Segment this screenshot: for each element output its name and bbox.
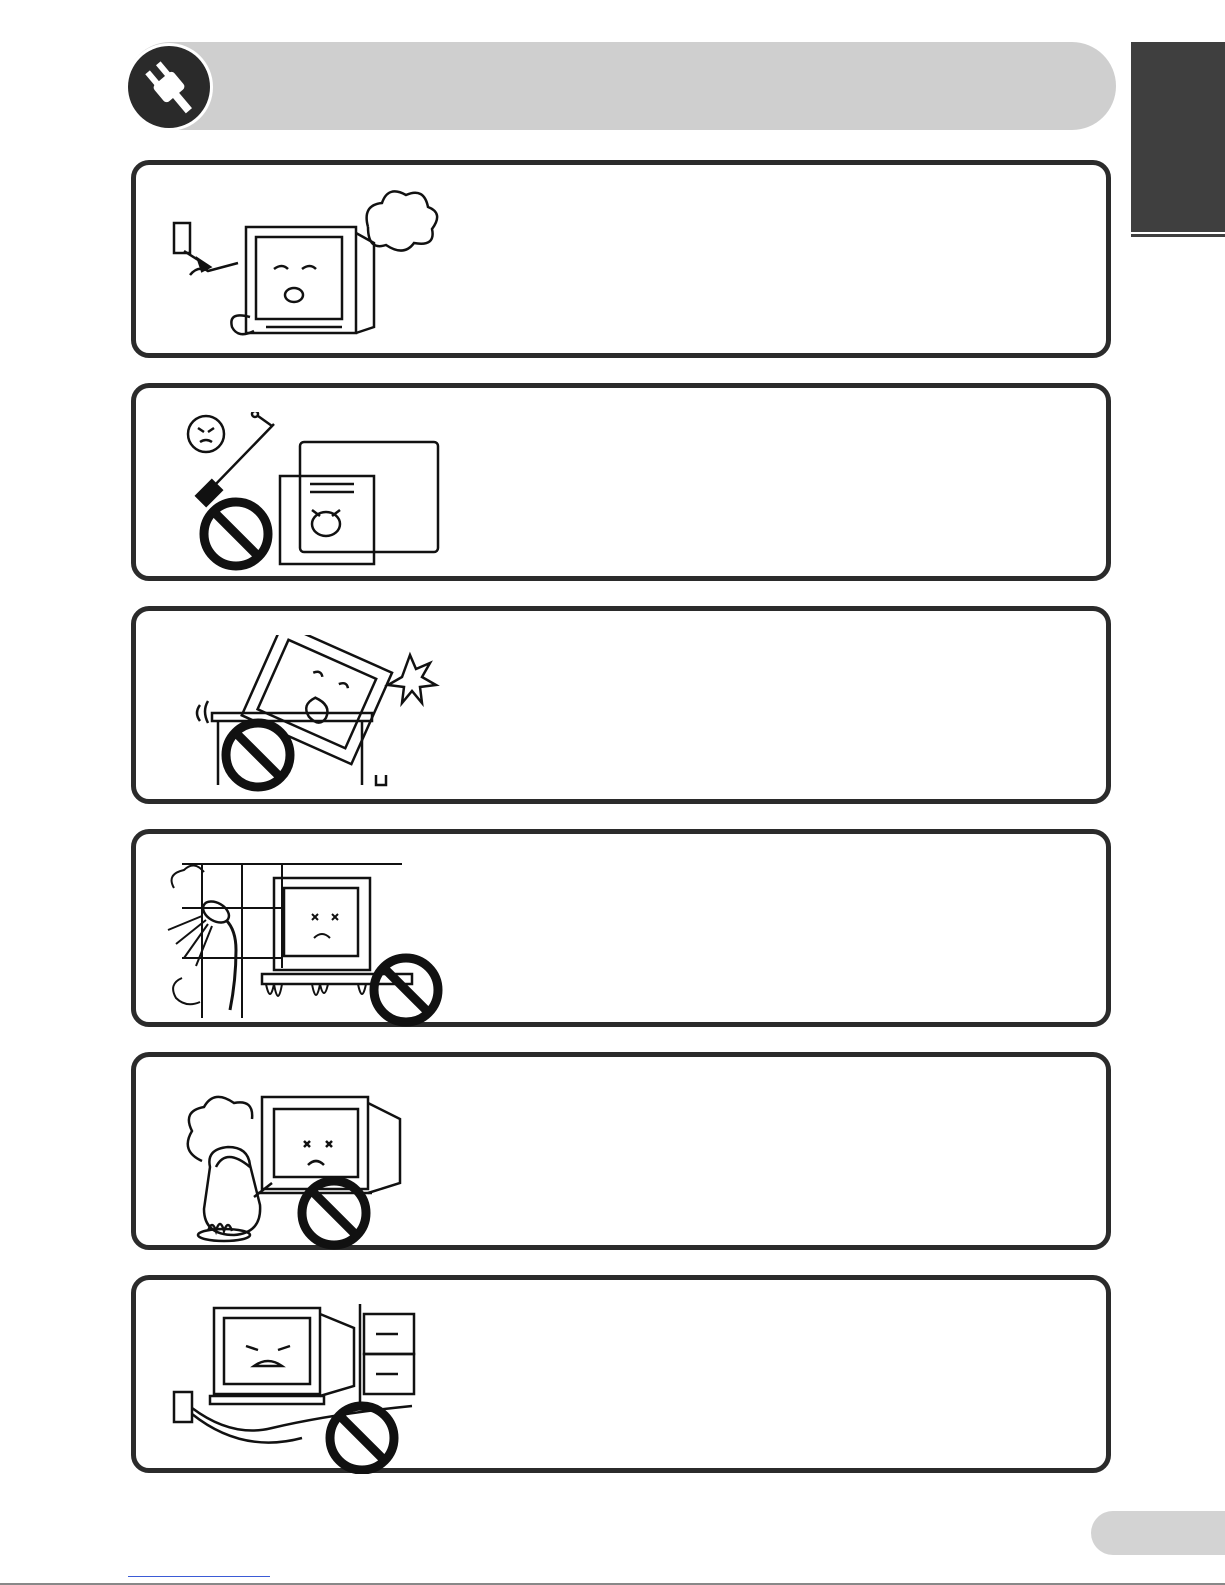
- chapter-tab: [1131, 42, 1225, 232]
- page-number-pill: [1091, 1511, 1225, 1555]
- warning-panel-1: [131, 160, 1111, 358]
- tv-cord-damage-icon: [162, 1304, 452, 1474]
- warning-panel-3: [131, 606, 1111, 804]
- warning-panel-5: [131, 1052, 1111, 1250]
- tv-unstable-surface-icon: [162, 635, 452, 805]
- plug-icon: [128, 46, 210, 128]
- tv-smoking-unplug-icon: [162, 189, 452, 339]
- warning-panel-2: [131, 383, 1111, 581]
- warning-panel-6: [131, 1275, 1111, 1473]
- section-header-bar: [126, 42, 1116, 130]
- chapter-tab-underline: [1131, 234, 1225, 237]
- tv-no-moisture-shower-icon: [162, 858, 452, 1028]
- tv-no-steam-kettle-icon: [162, 1081, 452, 1251]
- tv-no-disassembly-icon: [162, 412, 452, 572]
- warning-panel-4: [131, 829, 1111, 1027]
- footer-link-underline[interactable]: [128, 1576, 270, 1577]
